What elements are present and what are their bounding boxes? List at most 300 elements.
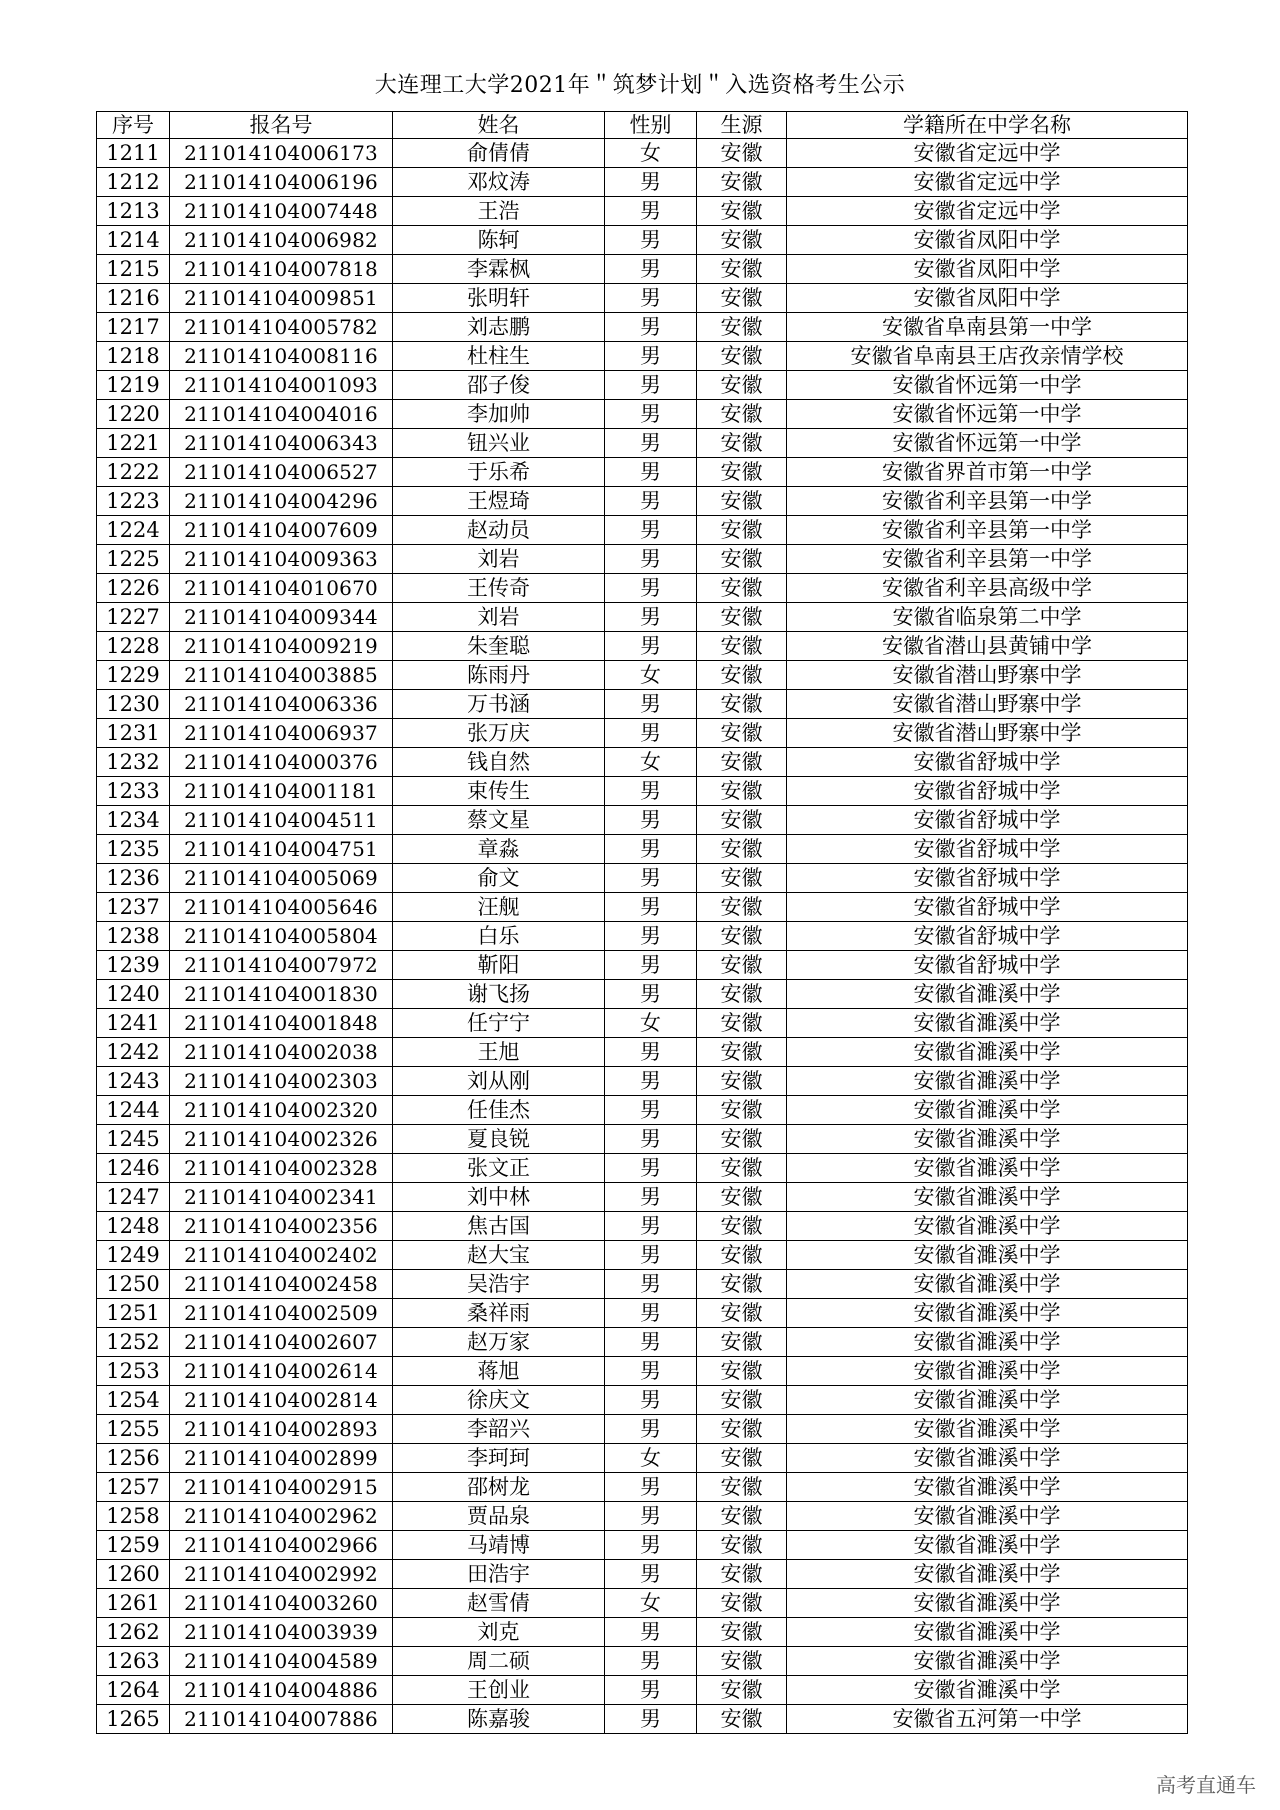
cell-school: 安徽省利辛县高级中学 — [787, 574, 1188, 603]
cell-name: 束传生 — [393, 777, 605, 806]
cell-name: 夏良锐 — [393, 1125, 605, 1154]
cell-reg: 211014104002899 — [170, 1444, 393, 1473]
cell-origin: 安徽 — [697, 603, 787, 632]
cell-reg: 211014104002614 — [170, 1357, 393, 1386]
cell-name: 刘岩 — [393, 545, 605, 574]
cell-name: 李霖枫 — [393, 255, 605, 284]
cell-school: 安徽省濉溪中学 — [787, 1473, 1188, 1502]
cell-reg: 211014104003260 — [170, 1589, 393, 1618]
cell-name: 李韶兴 — [393, 1415, 605, 1444]
cell-seq: 1225 — [97, 545, 170, 574]
cell-name: 王浩 — [393, 197, 605, 226]
cell-seq: 1243 — [97, 1067, 170, 1096]
cell-gender: 男 — [605, 545, 697, 574]
cell-reg: 211014104005782 — [170, 313, 393, 342]
cell-reg: 211014104007818 — [170, 255, 393, 284]
cell-school: 安徽省舒城中学 — [787, 777, 1188, 806]
table-row — [97, 864, 1188, 893]
cell-reg: 211014104002328 — [170, 1154, 393, 1183]
cell-origin: 安徽 — [697, 1676, 787, 1705]
table-row — [97, 255, 1188, 284]
cell-seq: 1211 — [97, 139, 170, 168]
cell-seq: 1262 — [97, 1618, 170, 1647]
cell-name: 刘克 — [393, 1618, 605, 1647]
cell-name: 刘中林 — [393, 1183, 605, 1212]
cell-origin: 安徽 — [697, 748, 787, 777]
cell-seq: 1217 — [97, 313, 170, 342]
cell-name: 赵雪倩 — [393, 1589, 605, 1618]
cell-reg: 211014104007448 — [170, 197, 393, 226]
cell-seq: 1231 — [97, 719, 170, 748]
cell-name: 杜柱生 — [393, 342, 605, 371]
cell-origin: 安徽 — [697, 1328, 787, 1357]
cell-reg: 211014104009851 — [170, 284, 393, 313]
cell-school: 安徽省濉溪中学 — [787, 1647, 1188, 1676]
cell-origin: 安徽 — [697, 951, 787, 980]
cell-seq: 1256 — [97, 1444, 170, 1473]
cell-gender: 男 — [605, 980, 697, 1009]
cell-gender: 男 — [605, 342, 697, 371]
cell-name: 王煜琦 — [393, 487, 605, 516]
table-row — [97, 632, 1188, 661]
header-origin: 生源 — [697, 112, 787, 139]
cell-gender: 男 — [605, 806, 697, 835]
cell-gender: 男 — [605, 1067, 697, 1096]
cell-origin: 安徽 — [697, 458, 787, 487]
table-row — [97, 1589, 1188, 1618]
cell-gender: 男 — [605, 1154, 697, 1183]
cell-origin: 安徽 — [697, 1386, 787, 1415]
cell-gender: 女 — [605, 1444, 697, 1473]
cell-gender: 男 — [605, 1212, 697, 1241]
header-school: 学籍所在中学名称 — [787, 112, 1188, 139]
table-row — [97, 1154, 1188, 1183]
cell-seq: 1241 — [97, 1009, 170, 1038]
cell-name: 赵万家 — [393, 1328, 605, 1357]
cell-seq: 1223 — [97, 487, 170, 516]
cell-name: 张明轩 — [393, 284, 605, 313]
cell-school: 安徽省利辛县第一中学 — [787, 516, 1188, 545]
cell-gender: 男 — [605, 1270, 697, 1299]
cell-name: 陈轲 — [393, 226, 605, 255]
cell-reg: 211014104001093 — [170, 371, 393, 400]
cell-reg: 211014104001181 — [170, 777, 393, 806]
table-row — [97, 545, 1188, 574]
cell-origin: 安徽 — [697, 371, 787, 400]
cell-origin: 安徽 — [697, 1415, 787, 1444]
cell-school: 安徽省临泉第二中学 — [787, 603, 1188, 632]
cell-reg: 211014104006982 — [170, 226, 393, 255]
cell-school: 安徽省濉溪中学 — [787, 1444, 1188, 1473]
cell-origin: 安徽 — [697, 400, 787, 429]
cell-origin: 安徽 — [697, 139, 787, 168]
cell-seq: 1248 — [97, 1212, 170, 1241]
cell-origin: 安徽 — [697, 1212, 787, 1241]
cell-reg: 211014104007972 — [170, 951, 393, 980]
table-body — [97, 139, 1188, 1734]
table-row — [97, 748, 1188, 777]
watermark-text: 高考直通车 — [1156, 1773, 1256, 1797]
cell-name: 俞倩倩 — [393, 139, 605, 168]
cell-school: 安徽省定远中学 — [787, 197, 1188, 226]
cell-school: 安徽省怀远第一中学 — [787, 429, 1188, 458]
cell-reg: 211014104001830 — [170, 980, 393, 1009]
cell-name: 邵树龙 — [393, 1473, 605, 1502]
cell-reg: 211014104002038 — [170, 1038, 393, 1067]
cell-gender: 男 — [605, 1676, 697, 1705]
cell-gender: 男 — [605, 1618, 697, 1647]
cell-gender: 女 — [605, 748, 697, 777]
cell-origin: 安徽 — [697, 1038, 787, 1067]
cell-reg: 211014104002607 — [170, 1328, 393, 1357]
cell-reg: 211014104009363 — [170, 545, 393, 574]
cell-reg: 211014104002356 — [170, 1212, 393, 1241]
cell-origin: 安徽 — [697, 1560, 787, 1589]
cell-gender: 男 — [605, 690, 697, 719]
cell-reg: 211014104002402 — [170, 1241, 393, 1270]
cell-seq: 1265 — [97, 1705, 170, 1734]
cell-gender: 男 — [605, 1386, 697, 1415]
cell-seq: 1254 — [97, 1386, 170, 1415]
cell-school: 安徽省濉溪中学 — [787, 1241, 1188, 1270]
cell-name: 田浩宇 — [393, 1560, 605, 1589]
cell-origin: 安徽 — [697, 690, 787, 719]
cell-gender: 男 — [605, 371, 697, 400]
cell-reg: 211014104003885 — [170, 661, 393, 690]
table-row — [97, 487, 1188, 516]
cell-name: 陈嘉骏 — [393, 1705, 605, 1734]
cell-reg: 211014104001848 — [170, 1009, 393, 1038]
cell-reg: 211014104010670 — [170, 574, 393, 603]
cell-reg: 211014104005069 — [170, 864, 393, 893]
cell-seq: 1212 — [97, 168, 170, 197]
table-row — [97, 893, 1188, 922]
cell-name: 王创业 — [393, 1676, 605, 1705]
cell-name: 谢飞扬 — [393, 980, 605, 1009]
table-row — [97, 777, 1188, 806]
cell-origin: 安徽 — [697, 1009, 787, 1038]
cell-seq: 1215 — [97, 255, 170, 284]
table-row — [97, 1328, 1188, 1357]
cell-reg: 211014104002962 — [170, 1502, 393, 1531]
cell-gender: 男 — [605, 719, 697, 748]
cell-reg: 211014104006343 — [170, 429, 393, 458]
cell-name: 刘岩 — [393, 603, 605, 632]
cell-school: 安徽省阜南县王店孜亲情学校 — [787, 342, 1188, 371]
cell-name: 俞文 — [393, 864, 605, 893]
cell-origin: 安徽 — [697, 284, 787, 313]
cell-seq: 1235 — [97, 835, 170, 864]
cell-gender: 男 — [605, 429, 697, 458]
cell-gender: 男 — [605, 951, 697, 980]
cell-gender: 男 — [605, 1328, 697, 1357]
cell-reg: 211014104004589 — [170, 1647, 393, 1676]
cell-gender: 男 — [605, 313, 697, 342]
cell-seq: 1236 — [97, 864, 170, 893]
cell-origin: 安徽 — [697, 1618, 787, 1647]
cell-school: 安徽省潜山野寨中学 — [787, 690, 1188, 719]
cell-school: 安徽省凤阳中学 — [787, 255, 1188, 284]
cell-gender: 男 — [605, 864, 697, 893]
cell-gender: 女 — [605, 661, 697, 690]
cell-school: 安徽省潜山野寨中学 — [787, 719, 1188, 748]
cell-gender: 男 — [605, 226, 697, 255]
cell-school: 安徽省怀远第一中学 — [787, 371, 1188, 400]
cell-origin: 安徽 — [697, 864, 787, 893]
table-row — [97, 922, 1188, 951]
cell-gender: 男 — [605, 516, 697, 545]
cell-origin: 安徽 — [697, 1473, 787, 1502]
cell-seq: 1226 — [97, 574, 170, 603]
cell-seq: 1247 — [97, 1183, 170, 1212]
cell-seq: 1232 — [97, 748, 170, 777]
cell-seq: 1260 — [97, 1560, 170, 1589]
cell-gender: 男 — [605, 1241, 697, 1270]
table-row — [97, 1009, 1188, 1038]
cell-school: 安徽省濉溪中学 — [787, 1386, 1188, 1415]
cell-school: 安徽省濉溪中学 — [787, 1125, 1188, 1154]
cell-name: 吴浩宇 — [393, 1270, 605, 1299]
table-row — [97, 1299, 1188, 1328]
cell-reg: 211014104007886 — [170, 1705, 393, 1734]
cell-reg: 211014104006196 — [170, 168, 393, 197]
cell-origin: 安徽 — [697, 516, 787, 545]
cell-school: 安徽省潜山县黄铺中学 — [787, 632, 1188, 661]
cell-name: 章淼 — [393, 835, 605, 864]
cell-name: 邵子俊 — [393, 371, 605, 400]
cell-origin: 安徽 — [697, 632, 787, 661]
cell-origin: 安徽 — [697, 1444, 787, 1473]
cell-school: 安徽省五河第一中学 — [787, 1705, 1188, 1734]
cell-seq: 1230 — [97, 690, 170, 719]
cell-gender: 男 — [605, 284, 697, 313]
cell-gender: 男 — [605, 922, 697, 951]
cell-origin: 安徽 — [697, 980, 787, 1009]
candidate-table — [96, 111, 1188, 1734]
table-row — [97, 1705, 1188, 1734]
cell-origin: 安徽 — [697, 1502, 787, 1531]
cell-school: 安徽省濉溪中学 — [787, 1096, 1188, 1125]
cell-origin: 安徽 — [697, 226, 787, 255]
table-row — [97, 1618, 1188, 1647]
cell-reg: 211014104002320 — [170, 1096, 393, 1125]
cell-seq: 1238 — [97, 922, 170, 951]
cell-seq: 1219 — [97, 371, 170, 400]
cell-seq: 1222 — [97, 458, 170, 487]
cell-seq: 1246 — [97, 1154, 170, 1183]
cell-name: 焦古国 — [393, 1212, 605, 1241]
cell-school: 安徽省定远中学 — [787, 168, 1188, 197]
cell-school: 安徽省界首市第一中学 — [787, 458, 1188, 487]
table-row — [97, 1183, 1188, 1212]
cell-origin: 安徽 — [697, 1299, 787, 1328]
cell-origin: 安徽 — [697, 806, 787, 835]
cell-name: 蔡文星 — [393, 806, 605, 835]
cell-gender: 男 — [605, 1299, 697, 1328]
header-gender: 性别 — [605, 112, 697, 139]
cell-school: 安徽省濉溪中学 — [787, 1531, 1188, 1560]
cell-origin: 安徽 — [697, 197, 787, 226]
table-row — [97, 980, 1188, 1009]
cell-name: 邓炆涛 — [393, 168, 605, 197]
table-row — [97, 1676, 1188, 1705]
cell-gender: 男 — [605, 1560, 697, 1589]
table-row — [97, 1560, 1188, 1589]
cell-seq: 1259 — [97, 1531, 170, 1560]
cell-school: 安徽省凤阳中学 — [787, 226, 1188, 255]
cell-name: 李珂珂 — [393, 1444, 605, 1473]
cell-school: 安徽省濉溪中学 — [787, 1589, 1188, 1618]
cell-seq: 1249 — [97, 1241, 170, 1270]
cell-name: 钱自然 — [393, 748, 605, 777]
cell-seq: 1250 — [97, 1270, 170, 1299]
cell-school: 安徽省舒城中学 — [787, 922, 1188, 951]
cell-name: 刘志鹏 — [393, 313, 605, 342]
cell-school: 安徽省定远中学 — [787, 139, 1188, 168]
cell-name: 刘从刚 — [393, 1067, 605, 1096]
cell-name: 贾品泉 — [393, 1502, 605, 1531]
table-row — [97, 719, 1188, 748]
cell-seq: 1239 — [97, 951, 170, 980]
cell-seq: 1244 — [97, 1096, 170, 1125]
cell-origin: 安徽 — [697, 1705, 787, 1734]
table-row — [97, 342, 1188, 371]
cell-reg: 211014104009344 — [170, 603, 393, 632]
table-row — [97, 226, 1188, 255]
cell-seq: 1234 — [97, 806, 170, 835]
cell-reg: 211014104004886 — [170, 1676, 393, 1705]
cell-seq: 1257 — [97, 1473, 170, 1502]
cell-school: 安徽省濉溪中学 — [787, 1154, 1188, 1183]
cell-name: 张文正 — [393, 1154, 605, 1183]
table-row — [97, 1473, 1188, 1502]
cell-seq: 1227 — [97, 603, 170, 632]
cell-school: 安徽省怀远第一中学 — [787, 400, 1188, 429]
cell-reg: 211014104005804 — [170, 922, 393, 951]
cell-reg: 211014104004016 — [170, 400, 393, 429]
table-row — [97, 1270, 1188, 1299]
table-row — [97, 313, 1188, 342]
cell-gender: 男 — [605, 1531, 697, 1560]
cell-reg: 211014104002893 — [170, 1415, 393, 1444]
table-row — [97, 139, 1188, 168]
cell-name: 钮兴业 — [393, 429, 605, 458]
cell-school: 安徽省舒城中学 — [787, 806, 1188, 835]
cell-gender: 男 — [605, 1705, 697, 1734]
cell-reg: 211014104002915 — [170, 1473, 393, 1502]
cell-name: 周二硕 — [393, 1647, 605, 1676]
table-row — [97, 1415, 1188, 1444]
cell-school: 安徽省濉溪中学 — [787, 1009, 1188, 1038]
table-row — [97, 168, 1188, 197]
cell-origin: 安徽 — [697, 1067, 787, 1096]
cell-school: 安徽省潜山野寨中学 — [787, 661, 1188, 690]
cell-school: 安徽省濉溪中学 — [787, 1676, 1188, 1705]
cell-seq: 1218 — [97, 342, 170, 371]
cell-name: 朱奎聪 — [393, 632, 605, 661]
cell-reg: 211014104002814 — [170, 1386, 393, 1415]
table-row — [97, 197, 1188, 226]
cell-origin: 安徽 — [697, 1154, 787, 1183]
cell-gender: 男 — [605, 603, 697, 632]
cell-gender: 男 — [605, 168, 697, 197]
cell-school: 安徽省舒城中学 — [787, 951, 1188, 980]
cell-gender: 男 — [605, 197, 697, 226]
cell-gender: 男 — [605, 777, 697, 806]
cell-gender: 男 — [605, 1647, 697, 1676]
cell-origin: 安徽 — [697, 1589, 787, 1618]
cell-seq: 1253 — [97, 1357, 170, 1386]
cell-seq: 1245 — [97, 1125, 170, 1154]
cell-seq: 1242 — [97, 1038, 170, 1067]
cell-school: 安徽省利辛县第一中学 — [787, 545, 1188, 574]
table-row — [97, 1038, 1188, 1067]
header-seq: 序号 — [97, 112, 170, 139]
cell-name: 任宁宁 — [393, 1009, 605, 1038]
cell-origin: 安徽 — [697, 1125, 787, 1154]
cell-origin: 安徽 — [697, 313, 787, 342]
cell-seq: 1240 — [97, 980, 170, 1009]
cell-school: 安徽省濉溪中学 — [787, 1270, 1188, 1299]
table-row — [97, 574, 1188, 603]
cell-reg: 211014104004296 — [170, 487, 393, 516]
cell-school: 安徽省濉溪中学 — [787, 1067, 1188, 1096]
cell-seq: 1224 — [97, 516, 170, 545]
table-row — [97, 1502, 1188, 1531]
cell-seq: 1216 — [97, 284, 170, 313]
table-row — [97, 603, 1188, 632]
table-header-row — [97, 112, 1188, 139]
cell-seq: 1252 — [97, 1328, 170, 1357]
cell-reg: 211014104004751 — [170, 835, 393, 864]
page-title: 大连理工大学2021年＂筑梦计划＂入选资格考生公示 — [374, 73, 906, 98]
cell-name: 汪舰 — [393, 893, 605, 922]
cell-origin: 安徽 — [697, 1096, 787, 1125]
cell-name: 张万庆 — [393, 719, 605, 748]
cell-school: 安徽省舒城中学 — [787, 748, 1188, 777]
cell-origin: 安徽 — [697, 168, 787, 197]
cell-school: 安徽省舒城中学 — [787, 835, 1188, 864]
cell-school: 安徽省凤阳中学 — [787, 284, 1188, 313]
cell-origin: 安徽 — [697, 487, 787, 516]
cell-reg: 211014104004511 — [170, 806, 393, 835]
cell-origin: 安徽 — [697, 922, 787, 951]
table-row — [97, 1212, 1188, 1241]
cell-name: 王传奇 — [393, 574, 605, 603]
cell-origin: 安徽 — [697, 1531, 787, 1560]
cell-gender: 男 — [605, 1125, 697, 1154]
cell-gender: 女 — [605, 1009, 697, 1038]
cell-seq: 1251 — [97, 1299, 170, 1328]
cell-seq: 1233 — [97, 777, 170, 806]
table-row — [97, 661, 1188, 690]
cell-origin: 安徽 — [697, 545, 787, 574]
table-row — [97, 951, 1188, 980]
cell-origin: 安徽 — [697, 1647, 787, 1676]
table-row — [97, 1241, 1188, 1270]
cell-gender: 男 — [605, 1473, 697, 1502]
cell-seq: 1261 — [97, 1589, 170, 1618]
cell-gender: 男 — [605, 1183, 697, 1212]
table-row — [97, 371, 1188, 400]
cell-school: 安徽省濉溪中学 — [787, 1618, 1188, 1647]
cell-name: 于乐希 — [393, 458, 605, 487]
cell-reg: 211014104008116 — [170, 342, 393, 371]
table-row — [97, 690, 1188, 719]
cell-reg: 211014104006937 — [170, 719, 393, 748]
table-row — [97, 1531, 1188, 1560]
table-row — [97, 284, 1188, 313]
